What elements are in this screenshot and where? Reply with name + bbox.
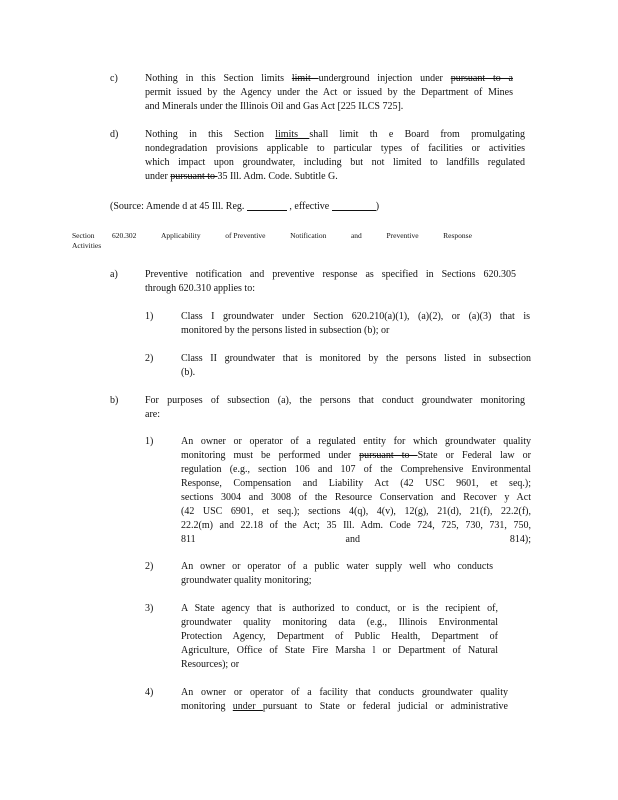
item-b4-text-2a: monitoring: [181, 701, 233, 712]
source-prefix: (Source: Amende d at 45 Ill. Reg.: [110, 201, 247, 212]
item-b2-text: [181, 560, 493, 588]
section-heading-4: and: [350, 231, 362, 240]
item-c-text-2: underground injection under: [318, 73, 451, 84]
item-b1-text-2a: monitoring must be performed under: [181, 450, 360, 461]
item-b1-line-3: regulation (e.g., section 106 and 107 of the Comprehensive Environmental: [181, 464, 531, 475]
item-d-text-2: shall limit th e Board from promulgating: [309, 129, 525, 140]
item-b-text: [145, 394, 525, 422]
item-b2-line-1: An owner or operator of a public water supply well who conducts: [181, 561, 493, 572]
item-b1-strike: pursuant to: [359, 450, 418, 461]
section-heading-3: Notification: [290, 231, 327, 240]
section-word: Section: [72, 231, 95, 240]
section-heading-6: Response: [443, 231, 472, 240]
item-b-line-2: are:: [145, 409, 160, 420]
item-b1-line-7: 22.2(m) and 22.18 of the Act; 35 Ill. Adm. Code 724, 725, 730, 731, 750,: [181, 520, 531, 531]
item-b2-line-2: groundwater quality monitoring;: [181, 575, 312, 586]
item-b3-line-4: Agriculture, Office of State Fire Marsha l or Department of Natural: [181, 645, 498, 656]
source-blank-2: [332, 200, 376, 211]
item-c-strike-1: limit: [291, 73, 319, 84]
item-a1-text: [181, 310, 530, 338]
item-b3-label: 3): [145, 603, 154, 614]
item-b1-line-1: An owner or operator of a regulated entity for which groundwater quality: [181, 436, 531, 447]
item-b1-line-5: sections 3004 and 3008 of the Resource Conservation and Recover y Act: [181, 492, 531, 503]
section-activities: Activities: [72, 241, 102, 250]
item-a1-line-2: monitored by the persons listed in subsection (b); or: [181, 325, 390, 336]
section-heading-2: of Preventive: [225, 231, 266, 240]
item-a-text: [145, 268, 516, 296]
item-d-text: [145, 128, 525, 184]
item-d-strike: pursuant to: [170, 171, 218, 182]
item-b4-label: 4): [145, 687, 154, 698]
item-a2-text: [181, 352, 531, 380]
item-b3-text: [181, 602, 498, 672]
item-a2-line-2: (b).: [181, 367, 196, 378]
item-d-label: d): [110, 129, 119, 140]
item-b1-line-6: (42 USC 6901, et seq.); sections 4(q), 4(v), 12(g), 21(d), 21(f), 22.2(f),: [181, 506, 531, 517]
item-b-label: b): [110, 395, 119, 406]
section-heading-5: Preventive: [386, 231, 419, 240]
item-b3-line-1: A State agency that is authorized to conduct, or is the recipient of,: [181, 603, 498, 614]
section-number: 620.302: [112, 231, 137, 240]
item-b3-line-3: Protection Agency, Department of Public Health, Department of: [181, 631, 498, 642]
item-b4-text: [181, 686, 508, 714]
item-b3-line-5: Resources); or: [181, 659, 240, 670]
source-blank-1: [247, 200, 287, 211]
item-b-line-1: For purposes of subsection (a), the persons that conduct groundwater monitoring: [145, 395, 525, 406]
item-b1-text-2b: State or Federal law or: [417, 450, 531, 461]
item-a1-label: 1): [145, 311, 154, 322]
item-b1-text: [181, 435, 531, 547]
item-d-text-4a: under: [145, 171, 171, 182]
item-d-underline: limits: [275, 129, 310, 140]
item-c-line-3: and Minerals under the Illinois Oil and Gas Act [225 ILCS 725].: [145, 101, 404, 112]
item-b1-line-4: Response, Compensation and Liability Act (42 USC 9601, et seq.);: [181, 478, 531, 489]
item-a2-label: 2): [145, 353, 154, 364]
item-a2-line-1: Class II groundwater that is monitored by the persons listed in subsection: [181, 353, 531, 364]
section-heading-1: Applicability: [161, 231, 201, 240]
item-a1-line-1: Class I groundwater under Section 620.210(a)(1), (a)(2), or (a)(3) that is: [181, 311, 530, 322]
item-b3-line-2: groundwater quality monitoring data (e.g., Illinois Environmental: [181, 617, 498, 628]
item-d-line-2: nondegradation provisions applicable to particular types of facilities or activities: [145, 143, 525, 154]
item-b1-line-8: 811 and 814);: [181, 534, 531, 545]
item-c-text-1: Nothing in this Section limits: [145, 73, 292, 84]
source-mid: , effective: [289, 201, 332, 212]
item-a-line-2: through 620.310 applies to:: [145, 283, 255, 294]
item-b2-label: 2): [145, 561, 154, 572]
item-b4-text-2b: pursuant to State or federal judicial or administrative: [262, 701, 508, 712]
item-d-text-4b: 35 Ill. Adm. Code. Subtitle G.: [217, 171, 338, 182]
item-c-line-2: permit issued by the Agency under the Act or issued by the Department of Mines: [145, 87, 513, 98]
item-d-line-3: which impact upon groundwater, including but not limited to landfills regulated: [145, 157, 525, 168]
item-b4-line-1: An owner or operator of a facility that conducts groundwater quality: [181, 687, 508, 698]
item-b1-label: 1): [145, 436, 154, 447]
item-a-line-1: Preventive notification and preventive response as specified in Sections 620.305: [145, 269, 516, 280]
section-heading: [112, 231, 472, 241]
item-d-text-1: Nothing in this Section: [145, 129, 276, 140]
item-a-label: a): [110, 269, 118, 280]
source-note: [110, 200, 430, 214]
item-b4-underline: under: [232, 701, 263, 712]
item-c-strike-2: pursuant to a: [450, 73, 513, 84]
item-c-label: c): [110, 73, 118, 84]
source-suffix: ): [375, 201, 380, 212]
item-c-text: [145, 72, 513, 114]
